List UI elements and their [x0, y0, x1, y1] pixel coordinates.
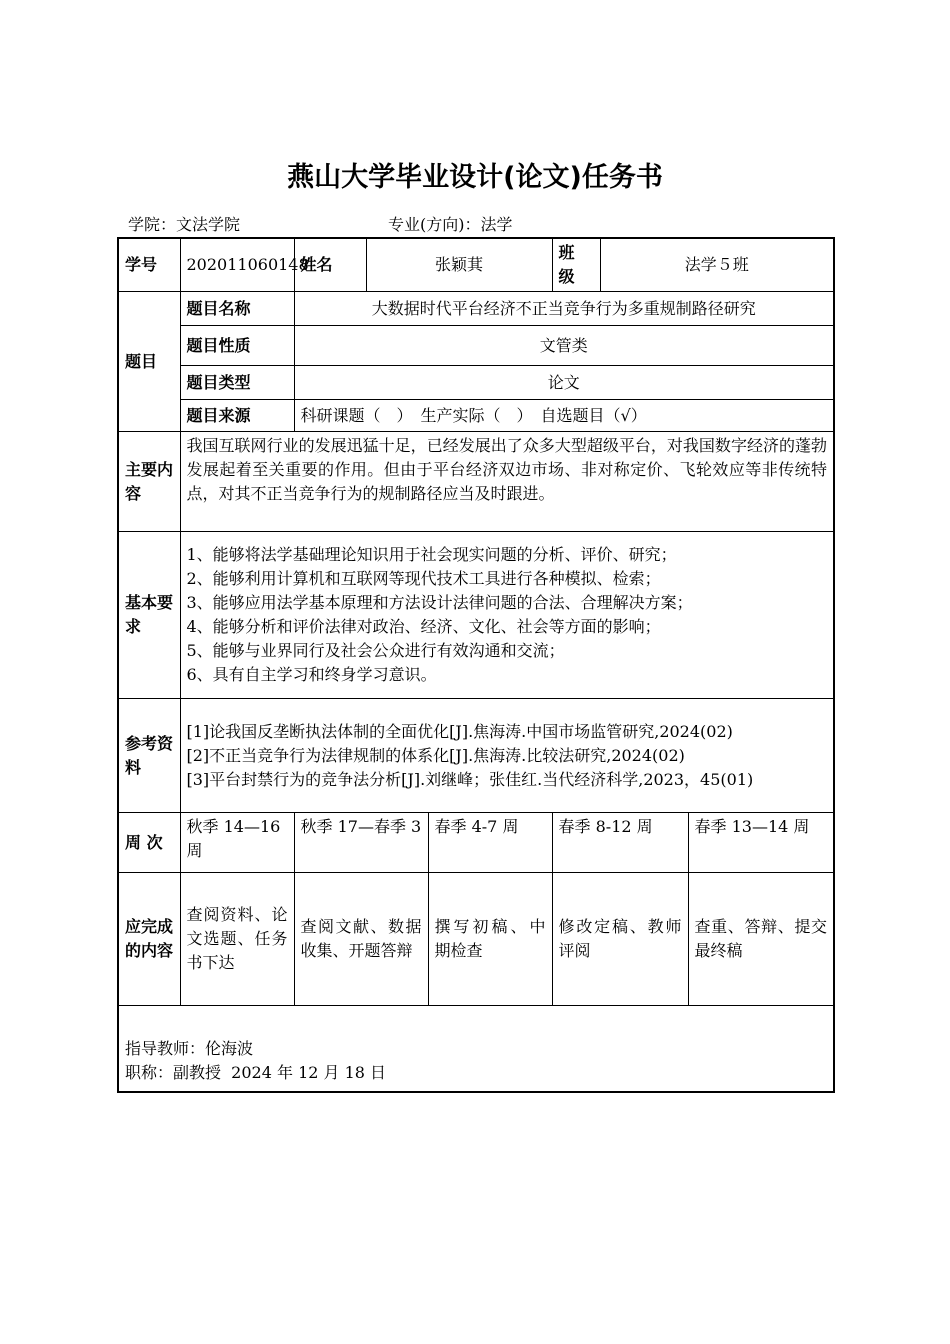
topic-source-label: 题目来源: [180, 400, 294, 432]
signature-row: [118, 1006, 834, 1092]
references-label: 参考资料: [118, 699, 180, 813]
topic-type: 论文: [294, 366, 834, 400]
week-cell: 春季 4-7 周: [428, 813, 552, 873]
requirements-row: [118, 532, 834, 699]
content-row: [118, 432, 834, 532]
topic-name-label: 题目名称: [180, 292, 294, 326]
requirement-item: 1、能够将法学基础理论知识用于社会现实问题的分析、评价、研究；: [186, 545, 677, 564]
topic-nature-row: [118, 326, 834, 366]
topic-nature-label: 题目性质: [180, 326, 294, 366]
task-table: [117, 237, 835, 1093]
task-cell: 查阅文献、数据收集、开题答辩: [294, 873, 428, 1006]
topic-source: 科研课题（ ） 生产实际（ ） 自选题目（√）: [294, 400, 834, 432]
reference-item: [3]平台封禁行为的竞争法分析[J].刘继峰；张佳红.当代经济科学,2023，45(01): [186, 769, 754, 789]
topic-source-row: [118, 400, 834, 432]
references-row: [118, 699, 834, 813]
week-cell: 春季 8-12 周: [552, 813, 688, 873]
topic-type-row: [118, 366, 834, 400]
task-cell: 查阅资料、论文选题、任务书下达: [180, 873, 294, 1006]
requirement-item: 2、能够利用计算机和互联网等现代技术工具进行各种模拟、检索；: [186, 569, 661, 588]
week-cell: 春季 13—14 周: [688, 813, 834, 873]
student-row: [118, 238, 834, 292]
topic-name-row: [118, 292, 834, 326]
advisor-field: 指导教师：伦海波: [125, 1038, 254, 1058]
weeks-row: [118, 813, 834, 873]
student-id: 202011060148: [180, 238, 294, 292]
content-label: 主要内容: [118, 432, 180, 532]
references-list: [180, 699, 834, 813]
requirement-item: 4、能够分析和评价法律对政治、经济、文化、社会等方面的影响；: [186, 617, 661, 636]
requirements-list: [180, 532, 834, 699]
tasks-row: [118, 873, 834, 1006]
requirements-label: 基本要求: [118, 532, 180, 699]
content-text: 我国互联网行业的发展迅猛十足，已经发展出了众多大型超级平台，对我国数字经济的蓬勃发展起着至关重要的作用。但由于平台经济双边市场、非对称定价、飞轮效应等非传统特点，对其不正当竞争行为的规制路径应当及时跟进。: [180, 432, 834, 532]
major-field: 专业(方向)：法学: [388, 215, 513, 234]
college-field: 学院：文法学院: [128, 215, 241, 234]
student-name: 张颖萁: [366, 238, 552, 292]
requirement-item: 6、具有自主学习和终身学习意识。: [186, 665, 437, 684]
task-cell: 撰写初稿、中期检查: [428, 873, 552, 1006]
week-cell: 秋季 14—16 周: [180, 813, 294, 873]
task-cell: 修改定稿、教师评阅: [552, 873, 688, 1006]
task-cell: 查重、答辩、提交最终稿: [688, 873, 834, 1006]
student-name-label: 姓名: [294, 238, 366, 292]
topic-label: 题目: [118, 292, 180, 432]
topic-name: 大数据时代平台经济不正当竞争行为多重规制路径研究: [294, 292, 834, 326]
topic-type-label: 题目类型: [180, 366, 294, 400]
student-class: 法学５班: [600, 238, 834, 292]
topic-nature: 文管类: [294, 326, 834, 366]
requirement-item: 3、能够应用法学基本原理和方法设计法律问题的合法、合理解决方案；: [186, 593, 693, 612]
student-id-label: 学号: [118, 238, 180, 292]
tasks-label: 应完成的内容: [118, 873, 180, 1006]
advisor-title-date: 职称：副教授 2024 年 12 月 18 日: [125, 1062, 387, 1082]
signature-cell: [118, 1006, 834, 1092]
reference-item: [2]不正当竞争行为法律规制的体系化[J].焦海涛.比较法研究,2024(02): [186, 745, 685, 765]
student-class-label: 班 级: [552, 238, 600, 292]
weeks-label: 周 次: [118, 813, 180, 873]
reference-item: [1]论我国反垄断执法体制的全面优化[J].焦海涛.中国市场监管研究,2024(02): [186, 721, 733, 741]
requirement-item: 5、能够与业界同行及社会公众进行有效沟通和交流；: [186, 641, 565, 660]
page-title: 燕山大学毕业设计(论文)任务书: [287, 162, 663, 193]
week-cell: 秋季 17—春季 3: [294, 813, 428, 873]
